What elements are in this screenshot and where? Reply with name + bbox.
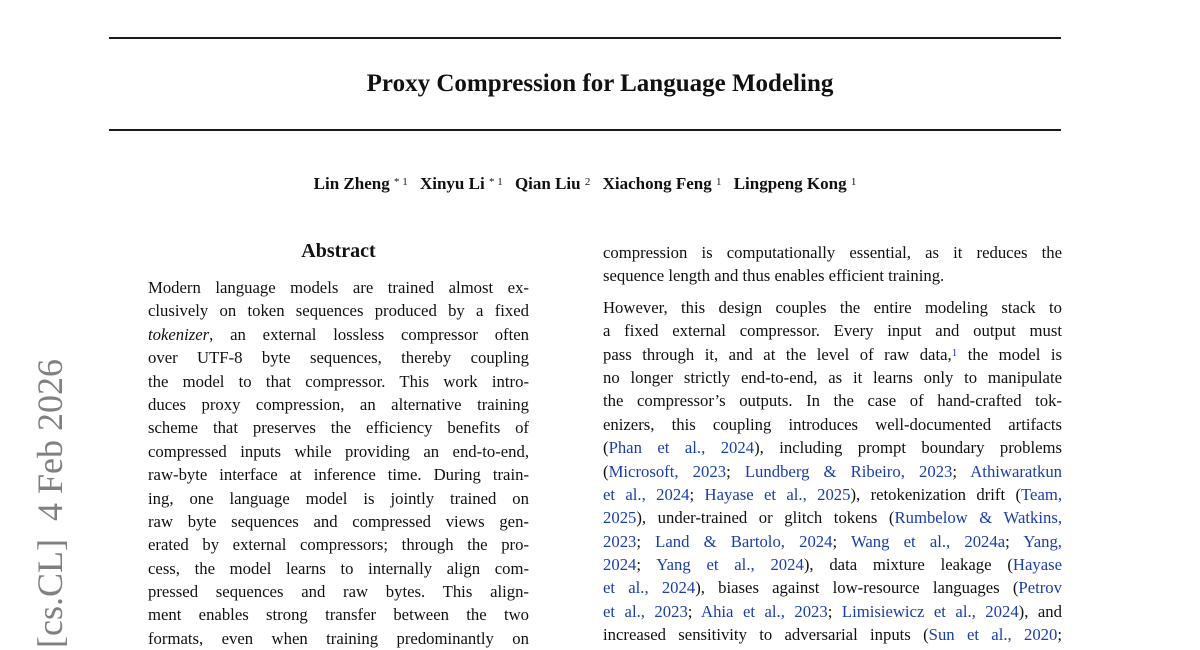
intro-line: enizers, this coupling introduces well-documented artifacts [603,414,1062,434]
intro-line: the compressor’s outputs. In the case of hand-crafted tok- [603,391,1062,411]
citation-link[interactable]: Hayase et al., 2025 [704,484,851,504]
abstract-line: Modern language models are trained almost ex- [148,278,529,297]
intro-line: sequence length and thus enables efficient training. [603,266,945,286]
citation-link[interactable]: Team, [1021,484,1063,504]
abstract-line-rest: , an external lossless compressor often [209,324,529,344]
author: Lin Zheng $^{* 1}$ [313,174,408,193]
intro-line: (Phan et al., 2024), including prompt boundary problems [603,438,1062,458]
intro-line: 2025), under-trained or glitch tokens (Rumbelow & Watkins, [603,508,1062,528]
intro-line: et al., 2023; Ahia et al., 2023; Limisiewicz et al., 2024), and [603,601,1062,621]
abstract-line: pressed sequences and raw bytes. This align- [148,582,529,602]
author: Lingpeng Kong $^1$ [733,174,857,193]
abstract-line: the model to that compressor. This work intro- [148,371,529,391]
citation-link[interactable]: et al., 2024 [603,578,696,598]
abstract-line: scheme that preserves the efficiency benefits of [148,418,529,438]
abstract-line: ing, one language model is jointly trained on [148,488,529,508]
intro-line: compression is computationally essential, as it reduces the [603,243,1062,262]
intro-line: (Microsoft, 2023; Lundberg & Ribeiro, 2023; Athiwaratkun [603,461,1063,481]
arxiv-side-stamp: [cs.CL] 4 Feb 2026 [30,359,70,648]
author: Xiachong Feng $^1$ [602,174,722,193]
introduction-body [603,241,1062,647]
citation-link[interactable]: Wang et al., 2024a [850,531,1006,551]
author-list [0,173,1170,195]
author: Xinyu Li $^{* 1}$ [419,174,503,193]
footnote-marker[interactable]: 1 [951,346,958,359]
author: Qian Liu $^2$ [514,174,591,193]
citation-link[interactable]: Microsoft, 2023 [608,461,727,481]
intro-line: 2023; Land & Bartolo, 2024; Wang et al., 2024a; Yang, [603,531,1062,551]
citation-link[interactable]: Rumbelow & Watkins, [894,508,1062,528]
intro-line: et al., 2024), biases against low-resource languages (Petrov [603,578,1062,598]
abstract-line: raw-byte interface at inference time. During train- [148,465,529,485]
abstract-line: compressed inputs while providing an end-to-end, [148,441,529,461]
abstract-line: duces proxy compression, an alternative training [148,394,529,414]
abstract-heading: Abstract [301,240,376,262]
intro-line: pass through it, and at the level of raw data,$^1$ the model is [603,344,1062,364]
intro-paragraph-2 [603,296,1062,647]
citation-link[interactable]: Sun et al., 2020 [928,625,1058,645]
abstract-line [148,323,529,346]
citation-link[interactable]: Petrov [1018,578,1062,598]
paper-title: Proxy Compression for Language Modeling [366,70,834,97]
abstract-line: cess, the model learns to internally align com- [148,558,529,578]
intro-paragraph-1 [603,241,1062,288]
citation-link[interactable]: 2025 [603,508,637,528]
title-top-rule [109,37,1061,39]
tokenizer-term: tokenizer [148,324,210,344]
citation-link[interactable]: 2024 [603,555,637,575]
citation-link[interactable]: et al., 2023 [603,601,688,621]
intro-line: a fixed external compressor. Every input and output must [603,321,1062,341]
citation-link[interactable]: Ahia et al., 2023 [701,601,828,621]
citation-link[interactable]: Phan et al., 2024 [608,438,755,458]
intro-line: et al., 2024; Hayase et al., 2025), retokenization drift (Team, [603,484,1063,504]
abstract-line: over UTF-8 byte sequences, thereby coupling [148,348,529,368]
citation-link[interactable]: Lundberg & Ribeiro, 2023 [744,461,953,481]
citation-link[interactable]: et al., 2024 [603,484,690,504]
abstract-body [148,276,529,650]
abstract-line: ment enables strong transfer between the two [148,605,529,625]
intro-line: However, this design couples the entire modeling stack to [603,297,1062,317]
title-bottom-rule [109,129,1061,131]
citation-link[interactable]: Yang, [1023,531,1062,551]
abstract-line: raw byte sequences and compressed views gen- [148,511,529,531]
citation-link[interactable]: Limisiewicz et al., 2024 [841,601,1019,621]
abstract-line: formats, even when training predominantly on [148,628,529,648]
citation-link[interactable]: 2023 [603,531,637,551]
intro-line: no longer strictly end-to-end, as it learns only to manipulate [603,367,1062,387]
intro-line: 2024; Yang et al., 2024), data mixture leakage (Hayase [603,555,1063,575]
citation-link[interactable]: Athiwaratkun [970,461,1063,481]
citation-link[interactable]: Hayase [1012,555,1063,575]
citation-link[interactable]: Land & Bartolo, 2024 [655,531,833,551]
citation-link[interactable]: Yang et al., 2024 [656,555,804,575]
abstract-line: erated by external compressors; through the pro- [148,535,529,555]
intro-line: increased sensitivity to adversarial inputs (Sun et al., 2020; [603,625,1062,645]
abstract-line: clusively on token sequences produced by a fixed [148,301,529,321]
